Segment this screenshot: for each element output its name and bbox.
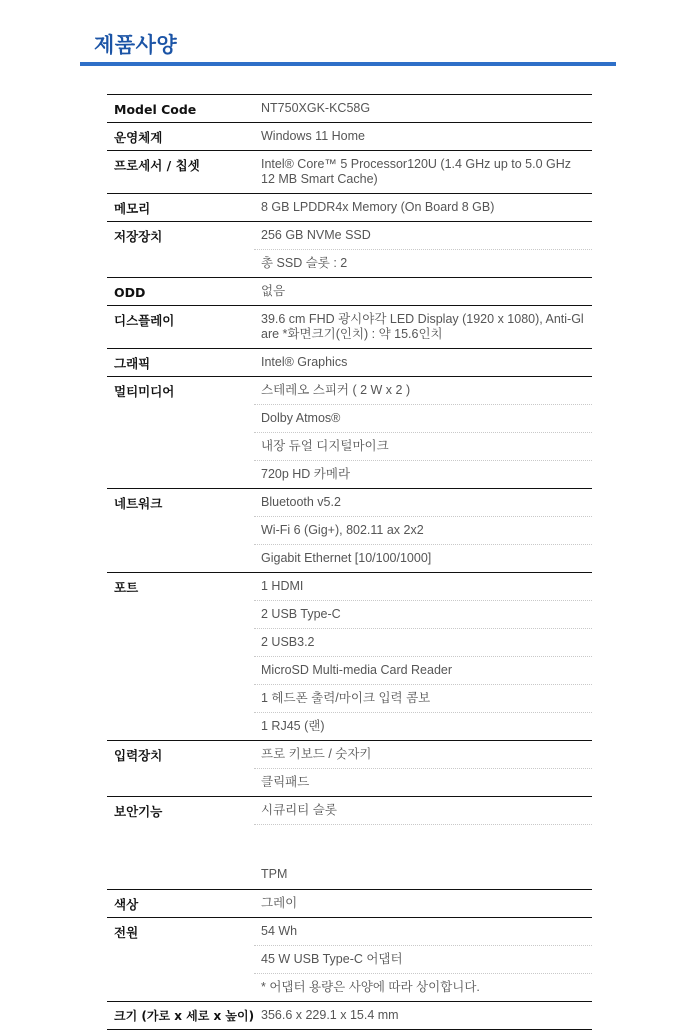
spec-values [254, 306, 592, 348]
spec-value: * 어댑터 용량은 사양에 따라 상이합니다. [261, 980, 480, 994]
spec-values [254, 489, 592, 572]
spec-value: 256 GB NVMe SSD [254, 222, 592, 250]
spec-label: 그래픽 [114, 356, 151, 371]
spec-row-ports [107, 573, 592, 741]
spec-row-graphics [107, 349, 592, 377]
spec-values [254, 741, 592, 796]
spec-value: TPM [261, 867, 288, 881]
spec-label: 포트 [114, 580, 139, 595]
spec-value: Windows 11 Home [261, 129, 365, 143]
spec-values [254, 918, 592, 1001]
spec-value: 39.6 cm FHD 광시야각 LED Display (1920 x 1080), Anti-Glare *화면크기(인치) : 약 15.6인치 [261, 312, 584, 341]
spec-value: 클릭패드 [261, 775, 310, 789]
spacer [254, 825, 592, 867]
spec-values [254, 1002, 592, 1029]
spec-row-power [107, 918, 592, 1002]
spec-values [254, 797, 592, 889]
spec-row-processor [107, 151, 592, 194]
spec-label: 크기 (가로 x 세로 x 높이) [114, 1009, 255, 1023]
spec-label: 메모리 [114, 201, 151, 216]
spec-row-security [107, 797, 592, 890]
spec-value: 내장 듀얼 디지털마이크 [254, 433, 592, 461]
spec-values [254, 377, 592, 488]
spec-label: Model Code [114, 102, 197, 117]
spec-row-model-code [107, 95, 592, 123]
spec-table [107, 94, 592, 1030]
spec-value: Intel® Core™ 5 Processor120U (1.4 GHz up to 5.0 GHz 12 MB Smart Cache) [261, 157, 572, 186]
spec-value: Gigabit Ethernet [10/100/1000] [261, 551, 432, 565]
spec-label: 프로세서 / 칩셋 [114, 158, 200, 173]
spec-row-input [107, 741, 592, 797]
spec-label: 멀티미디어 [114, 384, 175, 399]
spec-values [254, 890, 592, 917]
spec-values [254, 278, 592, 305]
spec-row-display [107, 306, 592, 349]
spec-label: 전원 [114, 925, 139, 940]
spec-value: 1 헤드폰 출력/마이크 입력 콤보 [254, 685, 592, 713]
spec-values [254, 95, 592, 122]
title-underline [80, 62, 616, 66]
spec-label: 네트워크 [114, 496, 163, 511]
spec-value: 스테레오 스피커 ( 2 W x 2 ) [254, 377, 592, 405]
spec-row-dimensions [107, 1002, 592, 1029]
spec-values [254, 151, 592, 193]
spec-values [254, 222, 592, 277]
spec-row-multimedia [107, 377, 592, 489]
spec-label: 입력장치 [114, 748, 163, 763]
spec-row-storage [107, 222, 592, 278]
spec-row-odd [107, 278, 592, 306]
spec-values [254, 123, 592, 150]
spec-label: 색상 [114, 897, 139, 912]
spec-row-network [107, 489, 592, 573]
spec-value: Bluetooth v5.2 [254, 489, 592, 517]
spec-label: ODD [114, 285, 146, 300]
spec-value: 2 USB3.2 [254, 629, 592, 657]
page-title: 제품사양 [94, 33, 178, 57]
spec-values [254, 194, 592, 221]
spec-value: 1 HDMI [254, 573, 592, 601]
spec-value: 그레이 [261, 896, 298, 910]
spec-row-memory [107, 194, 592, 222]
spec-value: 프로 키보드 / 숫자키 [254, 741, 592, 769]
spec-value: MicroSD Multi-media Card Reader [254, 657, 592, 685]
spec-value: 356.6 x 229.1 x 15.4 mm [261, 1008, 399, 1022]
spec-value: NT750XGK-KC58G [261, 101, 371, 115]
page-header [80, 28, 616, 66]
spec-value: 총 SSD 슬롯 : 2 [261, 256, 348, 270]
spec-value: Wi-Fi 6 (Gig+), 802.11 ax 2x2 [254, 517, 592, 545]
spec-value: 54 Wh [254, 918, 592, 946]
spec-value: 45 W USB Type-C 어댑터 [254, 946, 592, 974]
spec-value: 2 USB Type-C [254, 601, 592, 629]
spec-value: Intel® Graphics [261, 355, 348, 369]
spec-label: 운영체계 [114, 130, 163, 145]
spec-values [254, 349, 592, 376]
spec-value: 720p HD 카메라 [261, 467, 351, 481]
spec-row-os [107, 123, 592, 151]
spec-label: 보안기능 [114, 804, 163, 819]
spec-value: 없음 [261, 284, 286, 298]
spec-value: 1 RJ45 (랜) [261, 719, 325, 733]
spec-value: 시큐리티 슬롯 [254, 797, 592, 825]
spec-label: 저장장치 [114, 229, 163, 244]
spec-values [254, 573, 592, 740]
spec-label: 디스플레이 [114, 313, 175, 328]
spec-value: 8 GB LPDDR4x Memory (On Board 8 GB) [261, 200, 495, 214]
spec-value: Dolby Atmos® [254, 405, 592, 433]
spec-row-color [107, 890, 592, 918]
